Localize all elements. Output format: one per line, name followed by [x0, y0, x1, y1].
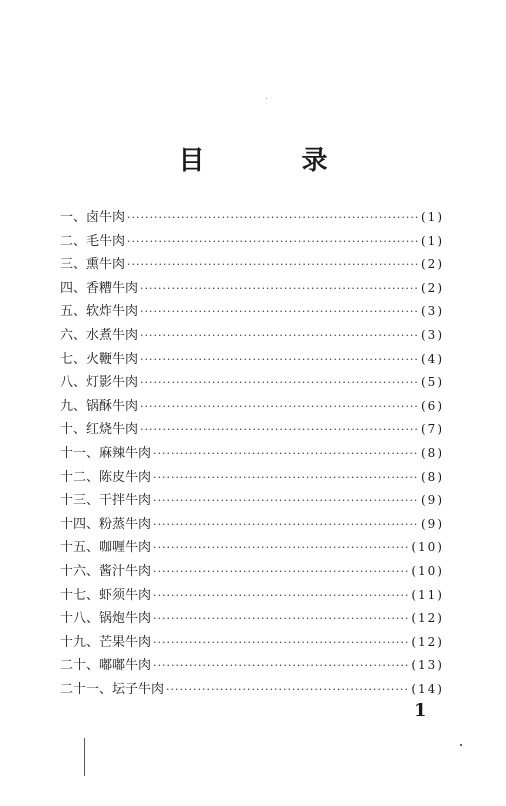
toc-entry — [60, 442, 444, 466]
toc-entry — [60, 560, 444, 584]
toc-entry — [60, 536, 444, 560]
toc-entry-label: 软炸牛肉 — [86, 304, 139, 320]
toc-entry-page: (6) — [421, 398, 444, 413]
toc-entry-page: (2) — [421, 280, 444, 295]
toc-entry-page: (8) — [421, 445, 444, 460]
toc-dot-leader — [153, 631, 409, 655]
toc-entry-number: 十一、 — [60, 445, 100, 461]
toc-entry-page: (9) — [421, 516, 444, 531]
toc-entry — [60, 206, 444, 230]
toc-dot-leader — [127, 230, 419, 254]
toc-dot-leader — [140, 277, 419, 301]
toc-entry-number: 六、 — [60, 327, 87, 343]
toc-entry-label: 红烧牛肉 — [86, 422, 139, 438]
toc-entry-page: (12) — [411, 611, 444, 626]
page-title: 目 录 — [178, 146, 372, 176]
toc-entry — [60, 489, 444, 513]
toc-entry-label: 火鞭牛肉 — [86, 351, 139, 367]
scan-artifact-speck — [266, 98, 267, 99]
toc-entry-page: (3) — [421, 304, 444, 319]
toc-entry-number: 三、 — [60, 257, 87, 273]
toc-entry — [60, 466, 444, 490]
toc-entry-page: (11) — [411, 587, 444, 602]
toc-entry-page: (10) — [411, 563, 444, 578]
toc-dot-leader — [153, 654, 409, 678]
toc-entry-page: (9) — [421, 493, 444, 508]
toc-entry-page: (7) — [421, 422, 444, 437]
toc-entry-page: (12) — [411, 634, 444, 649]
toc-entry-page: (2) — [421, 257, 444, 272]
toc-entry-number: 九、 — [60, 398, 87, 414]
toc-dot-leader — [140, 300, 419, 324]
toc-entry-page: (13) — [411, 658, 444, 673]
toc-entry-page: (5) — [421, 375, 444, 390]
toc-entry-label: 水煮牛肉 — [86, 327, 139, 343]
toc-entry-number: 一、 — [60, 210, 87, 225]
toc-entry-number: 二十、 — [60, 658, 100, 674]
toc-entry-number: 五、 — [60, 304, 87, 320]
toc-dot-leader — [153, 513, 419, 537]
toc-entry — [60, 584, 444, 608]
toc-entry-page: (8) — [421, 469, 444, 484]
toc-entry — [60, 631, 444, 655]
table-of-contents — [60, 206, 444, 701]
toc-entry-number: 四、 — [60, 280, 87, 296]
toc-dot-leader — [166, 678, 409, 702]
toc-entry-number: 十八、 — [60, 611, 100, 627]
toc-dot-leader — [153, 584, 409, 608]
toc-entry-label: 咖喱牛肉 — [99, 540, 152, 556]
toc-dot-leader — [153, 442, 419, 466]
toc-entry-number: 七、 — [60, 351, 87, 367]
toc-entry-number: 十九、 — [60, 634, 100, 650]
toc-entry — [60, 300, 444, 324]
toc-entry-label: 酱汁牛肉 — [99, 563, 152, 579]
toc-entry-label: 毛牛肉 — [86, 233, 126, 249]
toc-dot-leader — [153, 607, 409, 631]
toc-entry-page: (1) — [421, 210, 444, 224]
toc-entry — [60, 654, 444, 678]
toc-entry-number: 十、 — [60, 422, 87, 438]
toc-entry-label: 锅炮牛肉 — [99, 611, 152, 627]
toc-entry-number: 十七、 — [60, 587, 100, 603]
toc-entry — [60, 230, 444, 254]
toc-entry — [60, 348, 444, 372]
toc-dot-leader — [153, 536, 409, 560]
toc-dot-leader — [127, 206, 419, 230]
toc-dot-leader — [140, 395, 419, 419]
toc-entry-number: 十二、 — [60, 469, 100, 485]
toc-entry-number: 八、 — [60, 375, 87, 391]
toc-entry-label: 灯影牛肉 — [86, 375, 139, 391]
scan-artifact-line — [84, 738, 85, 776]
toc-entry-number: 十五、 — [60, 540, 100, 556]
toc-entry-label: 嘟嘟牛肉 — [99, 658, 152, 674]
toc-entry-number: 二、 — [60, 233, 87, 249]
toc-entry-page: (14) — [411, 681, 444, 696]
toc-entry-number: 十三、 — [60, 493, 100, 509]
toc-entry-page: (4) — [421, 351, 444, 366]
page-number: 1 — [414, 700, 427, 721]
toc-entry-label: 卤牛肉 — [86, 210, 126, 225]
toc-dot-leader — [140, 348, 419, 372]
toc-dot-leader — [140, 324, 419, 348]
toc-entry — [60, 324, 444, 348]
toc-dot-leader — [153, 560, 409, 584]
toc-entry-label: 干拌牛肉 — [99, 493, 152, 509]
toc-dot-leader — [140, 418, 419, 442]
toc-dot-leader — [127, 253, 419, 277]
toc-entry-number: 二十一、 — [60, 681, 113, 697]
toc-entry — [60, 253, 444, 277]
toc-entry-label: 坛子牛肉 — [112, 681, 165, 697]
toc-entry — [60, 395, 444, 419]
toc-entry-label: 芒果牛肉 — [99, 634, 152, 650]
toc-entry-label: 熏牛肉 — [86, 257, 126, 273]
toc-entry — [60, 607, 444, 631]
toc-entry-page: (10) — [411, 540, 444, 555]
toc-entry-page: (1) — [421, 233, 444, 248]
scan-artifact-dot — [460, 744, 462, 746]
toc-entry — [60, 678, 444, 702]
toc-entry — [60, 371, 444, 395]
toc-entry-label: 虾须牛肉 — [99, 587, 152, 603]
toc-entry — [60, 513, 444, 537]
toc-entry-page: (3) — [421, 327, 444, 342]
toc-dot-leader — [140, 371, 419, 395]
toc-entry-number: 十六、 — [60, 563, 100, 579]
toc-entry-label: 香糟牛肉 — [86, 280, 139, 296]
toc-entry-label: 锅酥牛肉 — [86, 398, 139, 414]
toc-entry — [60, 418, 444, 442]
toc-entry-number: 十四、 — [60, 516, 100, 532]
toc-dot-leader — [153, 466, 419, 490]
toc-entry-label: 粉蒸牛肉 — [99, 516, 152, 532]
toc-entry-label: 麻辣牛肉 — [99, 445, 152, 461]
toc-entry — [60, 277, 444, 301]
toc-entry-label: 陈皮牛肉 — [99, 469, 152, 485]
toc-dot-leader — [153, 489, 419, 513]
